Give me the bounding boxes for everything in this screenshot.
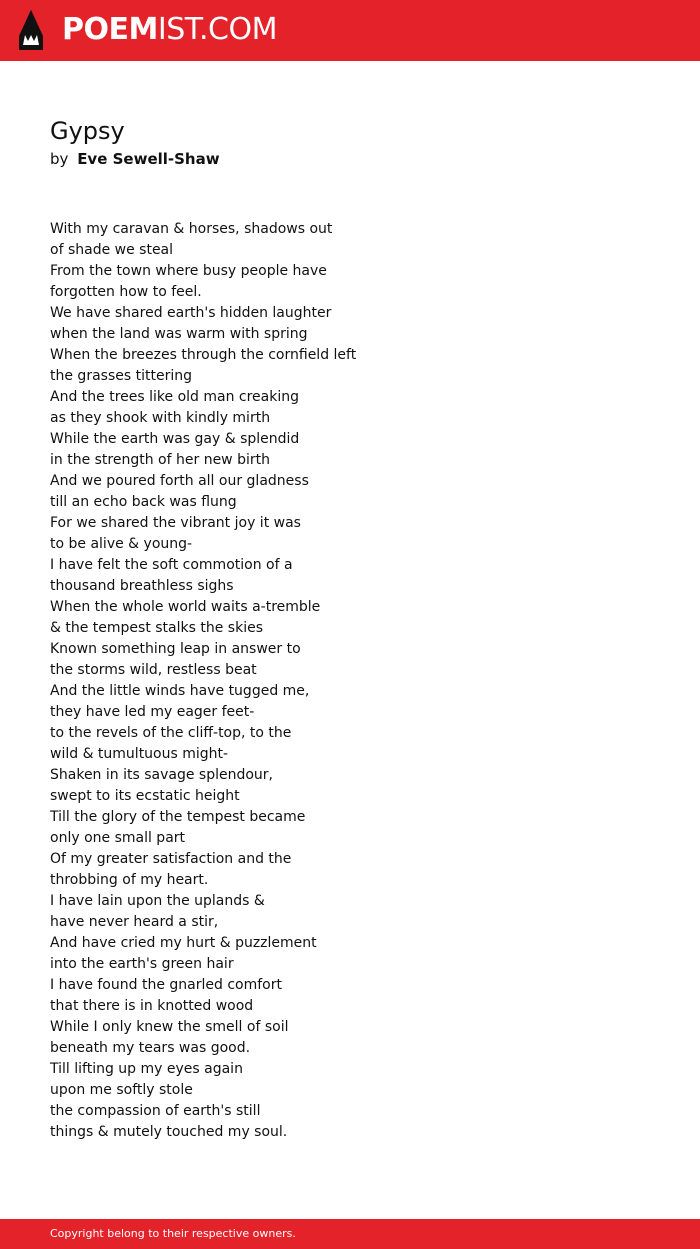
poem-line: Known something leap in answer to: [50, 641, 301, 657]
poem-line: When the whole world waits a-tremble: [50, 599, 321, 615]
poem-line: only one small part: [50, 830, 186, 846]
poem-line: From the town where busy people have: [50, 263, 327, 279]
poem-line: While the earth was gay & splendid: [50, 431, 300, 447]
poem-line: Till the glory of the tempest became: [50, 809, 306, 825]
poem-line: Shaken in its savage splendour,: [50, 767, 273, 783]
poem-line: when the land was warm with spring: [50, 326, 308, 342]
copyright-text: Copyright belong to their respective owners.: [50, 1227, 296, 1240]
poem-line: of shade we steal: [50, 242, 174, 258]
site-header: [0, 0, 700, 61]
site-footer: [0, 1219, 700, 1249]
poem-line: wild & tumultuous might-: [50, 746, 229, 762]
poem-line: For we shared the vibrant joy it was: [50, 515, 301, 531]
poem-line: & the tempest stalks the skies: [50, 620, 263, 636]
site-logo[interactable]: [62, 13, 277, 47]
poem-line: in the strength of her new birth: [50, 452, 270, 468]
poem-line: beneath my tears was good.: [50, 1040, 251, 1056]
poem-line: thousand breathless sighs: [50, 578, 234, 594]
poem-line: to the revels of the cliff-top, to the: [50, 725, 292, 741]
poem-line: till an echo back was flung: [50, 494, 237, 510]
poem-line: forgotten how to feel.: [50, 284, 202, 300]
poem-line: I have felt the soft commotion of a: [50, 557, 293, 573]
poem-line: And the trees like old man creaking: [50, 389, 299, 405]
poem-line: the compassion of earth's still: [50, 1103, 261, 1119]
poem-line: that there is in knotted wood: [50, 998, 254, 1014]
poem-body: [50, 219, 670, 1143]
poem-line: upon me softly stole: [50, 1082, 193, 1098]
byline: [50, 149, 220, 169]
poem-line: into the earth's green hair: [50, 956, 234, 972]
poem-line: the storms wild, restless beat: [50, 662, 257, 678]
poem-line: to be alive & young-: [50, 536, 193, 552]
poem-line: I have lain upon the uplands &: [50, 893, 265, 909]
poem-line: have never heard a stir,: [50, 914, 219, 930]
poem-line: throbbing of my heart.: [50, 872, 209, 888]
poem-line: Of my greater satisfaction and the: [50, 851, 292, 867]
poem-line: the grasses tittering: [50, 368, 192, 384]
poem-line: I have found the gnarled comfort: [50, 977, 282, 993]
poem-line: While I only knew the smell of soil: [50, 1019, 289, 1035]
logo-light-text: IST.COM: [157, 12, 277, 47]
poem-line: We have shared earth's hidden laughter: [50, 305, 332, 321]
poem-line: When the breezes through the cornfield left: [50, 347, 357, 363]
pencil-tip-icon[interactable]: [18, 9, 44, 51]
author-name: Eve Sewell-Shaw: [77, 150, 220, 168]
poem-line: swept to its ecstatic height: [50, 788, 240, 804]
poem-line: And the little winds have tugged me,: [50, 683, 310, 699]
by-label: by: [50, 150, 69, 168]
poem-line: With my caravan & horses, shadows out: [50, 221, 333, 237]
poem-line: Till lifting up my eyes again: [50, 1061, 243, 1077]
poem-line: as they shook with kindly mirth: [50, 410, 271, 426]
poem-title: Gypsy: [50, 117, 125, 145]
poem-line: And have cried my hurt & puzzlement: [50, 935, 317, 951]
poem-line: And we poured forth all our gladness: [50, 473, 309, 489]
logo-bold-text: POEM: [62, 12, 158, 47]
poem-line: they have led my eager feet-: [50, 704, 255, 720]
poem-line: things & mutely touched my soul.: [50, 1124, 288, 1140]
